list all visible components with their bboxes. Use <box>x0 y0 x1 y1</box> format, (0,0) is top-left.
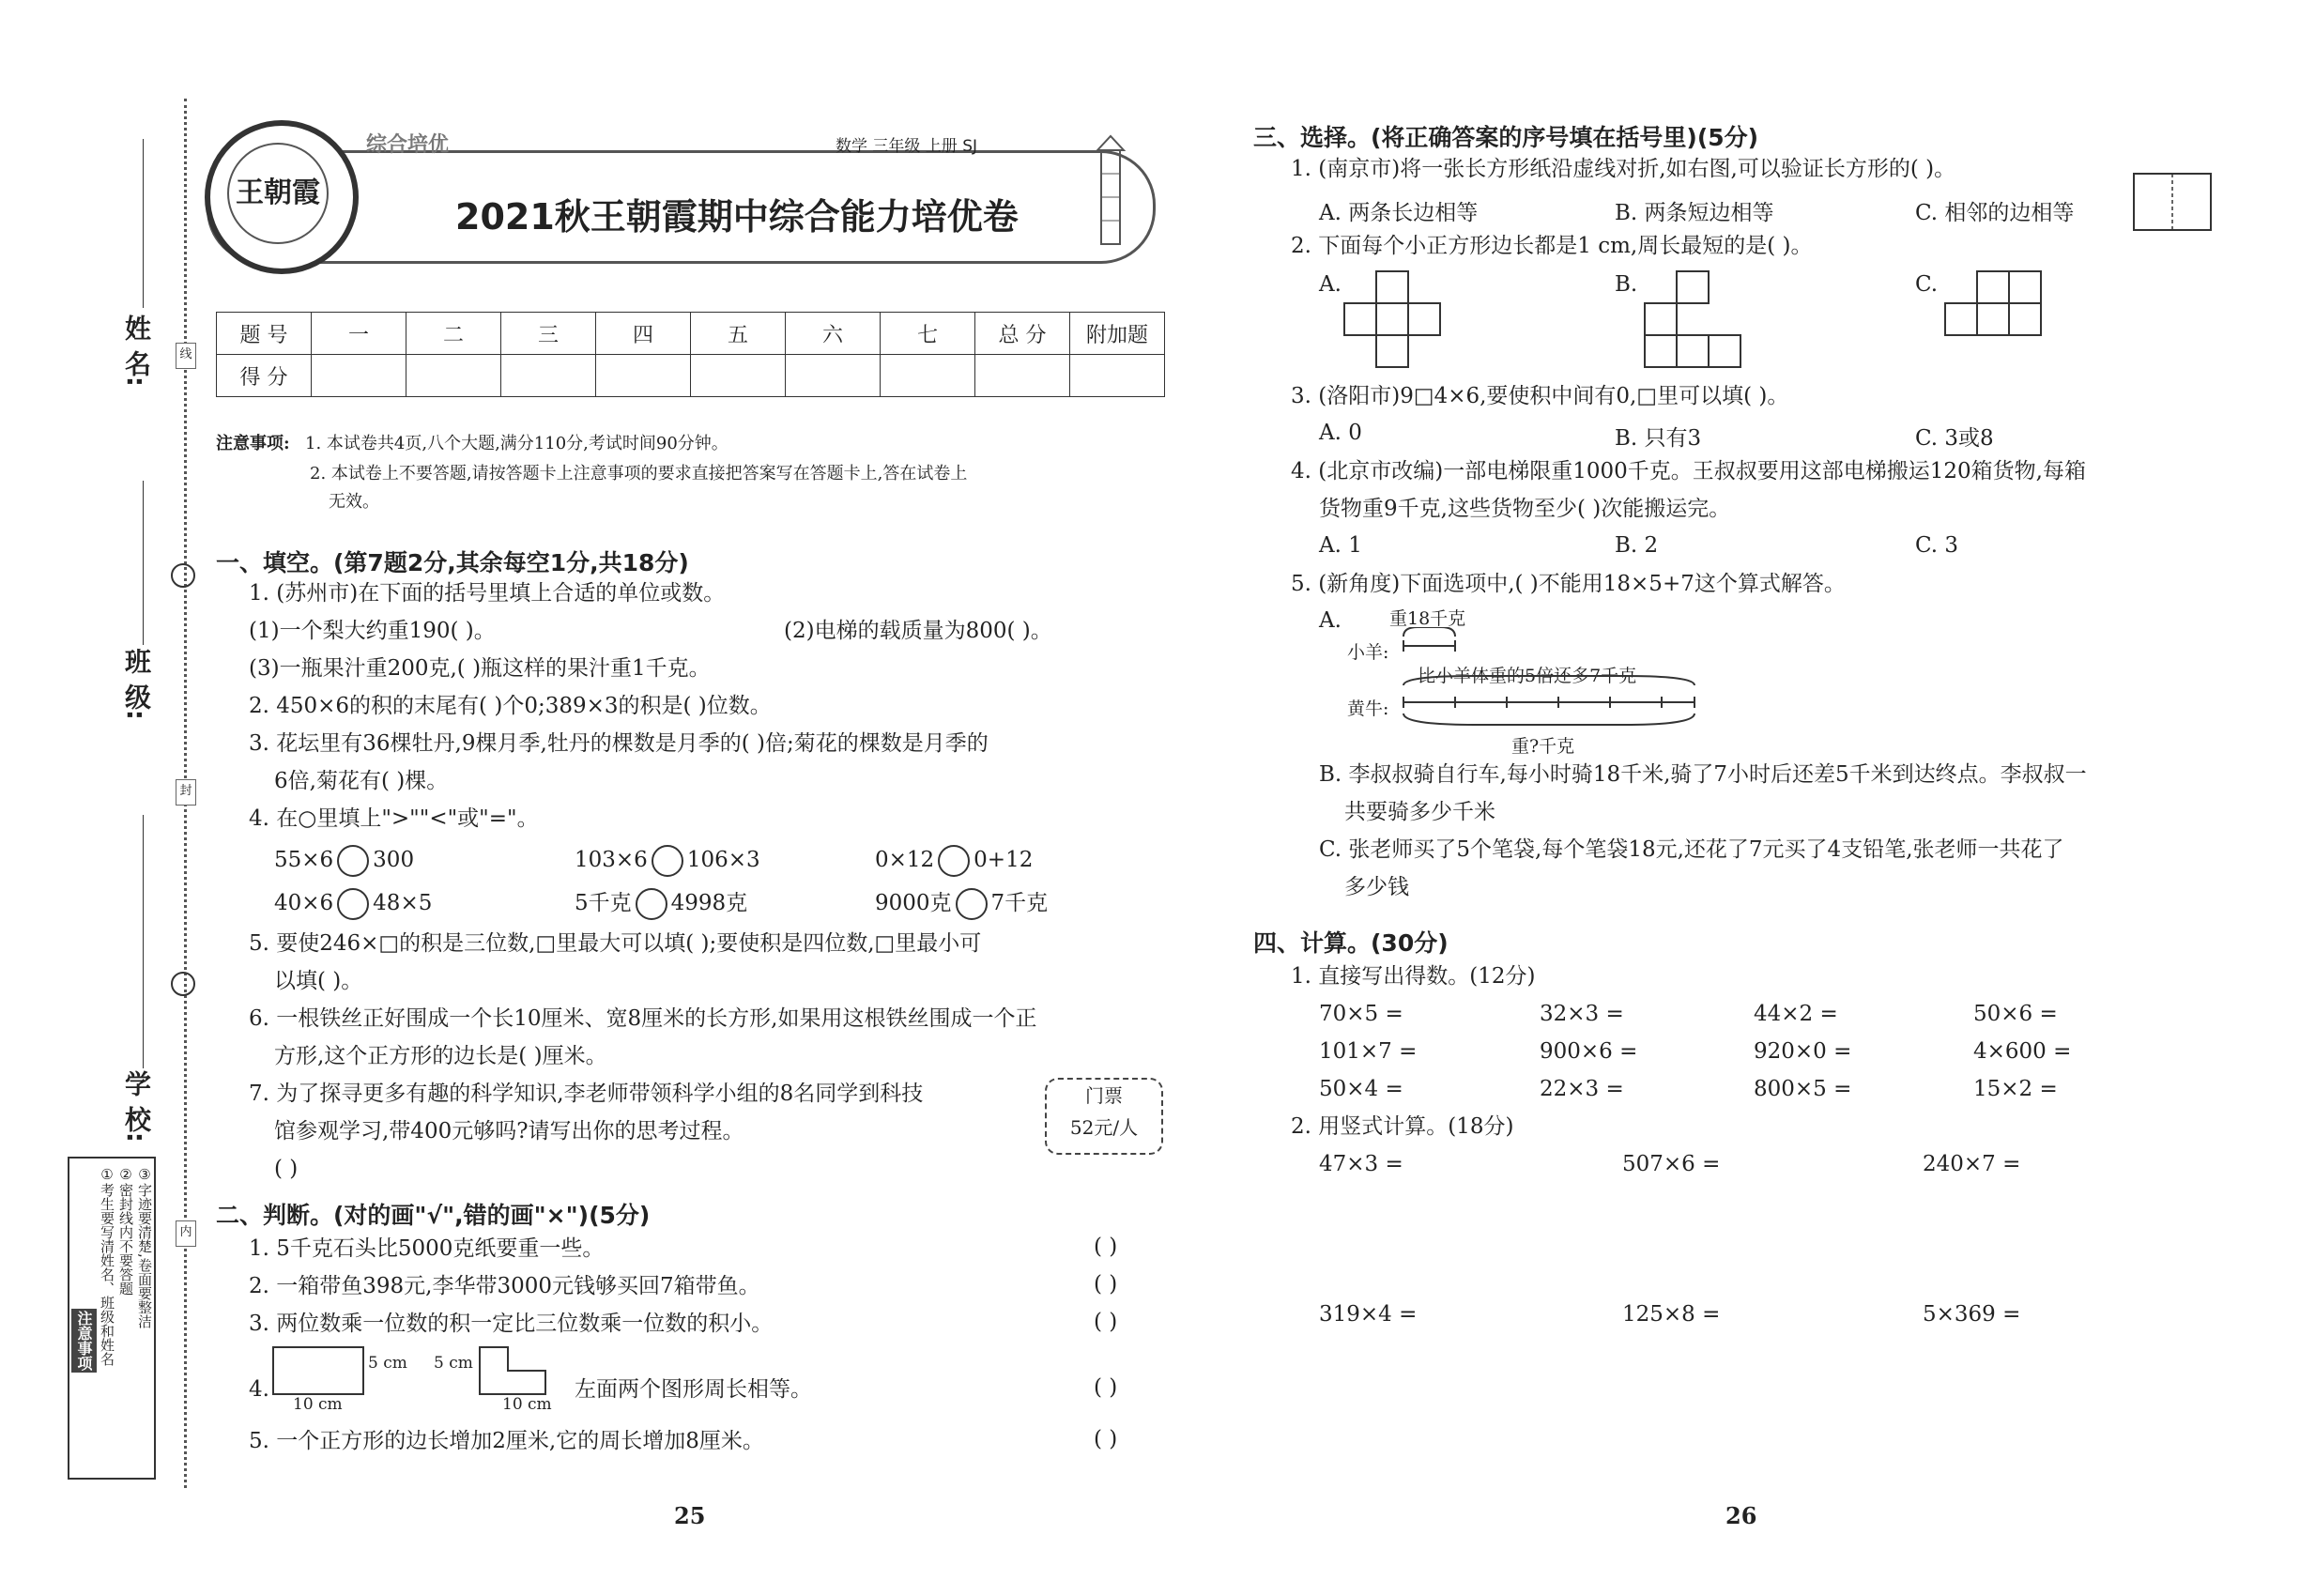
judge-item-3: 3. 两位数乘一位数的积一定比三位数乘一位数的积小。 <box>249 1312 774 1336</box>
page-number-right: 26 <box>1725 1502 1757 1529</box>
sec1-q5b: 以填( )。 <box>274 969 363 993</box>
school-label: 学 校: <box>121 1070 152 1143</box>
sec3-q4b: 货物重9千克,这些货物至少( )次能搬运完。 <box>1319 497 1731 521</box>
ticket-box <box>1045 1078 1163 1155</box>
diagram-cow-label: 黄牛: <box>1347 698 1389 719</box>
diagram-sheep-label: 小羊: <box>1347 642 1389 663</box>
sec3-q4-c: C. 3 <box>1915 533 1959 558</box>
vertical-item[interactable]: 5×369 = <box>1923 1302 2021 1327</box>
note-3: ③字迹要清楚,卷面要整洁 <box>136 1166 153 1328</box>
score-cell[interactable] <box>312 355 406 397</box>
compare-right: 106×3 <box>686 848 760 872</box>
header-subject: 数学 三年级 上册 SJ <box>836 137 978 156</box>
logo <box>205 120 359 274</box>
class-line <box>143 481 144 645</box>
score-cell[interactable] <box>881 355 975 397</box>
sec3-q1-b: B. 两条短边相等 <box>1615 201 1774 225</box>
score-head: 总 分 <box>975 313 1070 355</box>
note-2: ②密封线内不要答题 <box>117 1166 134 1296</box>
score-head: 七 <box>881 313 975 355</box>
score-cell[interactable] <box>691 355 786 397</box>
sec1-q1a: (1)一个梨大约重190( )。 <box>249 619 496 643</box>
ticket-price: 52元/人 <box>1069 1116 1139 1139</box>
oral-item[interactable]: 920×0 = <box>1754 1039 1852 1064</box>
vertical-item[interactable]: 240×7 = <box>1923 1152 2021 1176</box>
score-cell[interactable] <box>406 355 501 397</box>
sec3-q1-c: C. 相邻的边相等 <box>1915 201 2075 225</box>
oral-item[interactable]: 50×4 = <box>1319 1077 1403 1101</box>
compare-left: 55×6 <box>274 848 334 872</box>
compare-right: 7千克 <box>990 891 1049 915</box>
compare-6 <box>875 888 1048 920</box>
compare-3 <box>875 845 1033 877</box>
sec1-q1: 1. (苏州市)在下面的括号里填上合适的单位或数。 <box>249 581 726 606</box>
score-cell[interactable] <box>596 355 691 397</box>
mark-line: 线 <box>176 343 196 369</box>
sec1-q1c: (3)一瓶果汁重200克,( )瓶这样的果汁重1千克。 <box>249 656 711 681</box>
sec3-q1-a: A. 两条长边相等 <box>1319 201 1479 225</box>
compare-left: 5千克 <box>575 891 632 915</box>
vertical-item[interactable]: 125×8 = <box>1622 1302 1721 1327</box>
score-cell[interactable] <box>501 355 596 397</box>
sec1-q3a: 3. 花坛里有36棵牡丹,9棵月季,牡丹的棵数是月季的( )倍;菊花的棵数是月季的 <box>249 731 989 756</box>
compare-circle[interactable] <box>337 845 369 877</box>
score-table <box>216 312 1165 397</box>
folded-rectangle-figure <box>2131 171 2216 235</box>
score-head: 六 <box>786 313 881 355</box>
notice-label: 注意事项: <box>216 434 290 453</box>
compare-right: 4998克 <box>670 891 748 915</box>
oral-item[interactable]: 15×2 = <box>1973 1077 2058 1101</box>
vertical-item[interactable]: 507×6 = <box>1622 1152 1721 1176</box>
sec3-q2-b: B. <box>1615 272 1638 297</box>
oral-item[interactable]: 4×600 = <box>1973 1039 2072 1064</box>
notice-2a: 2. 本试卷上不要答题,请按答题卡上注意事项的要求直接把答案写在答题卡上,答在试卷上 <box>310 464 968 483</box>
sec3-q4-a: A. 1 <box>1319 533 1362 558</box>
score-head: 三 <box>501 313 596 355</box>
oral-item[interactable]: 101×7 = <box>1319 1039 1418 1064</box>
sec1-q2: 2. 450×6的积的末尾有( )个0;389×3的积是( )位数。 <box>249 694 772 718</box>
judge-answer-3[interactable]: ( ) <box>1094 1310 1118 1334</box>
lighthouse-icon <box>1084 131 1136 253</box>
score-cell[interactable] <box>786 355 881 397</box>
header-tag: 综合培优 <box>366 133 450 157</box>
oral-item[interactable]: 32×3 = <box>1540 1002 1624 1026</box>
diagram-note: 比小羊体重的5倍还多7千克 <box>1418 666 1637 686</box>
diagram-question: 重?千克 <box>1511 736 1575 757</box>
sec3-q3-a: A. 0 <box>1319 421 1362 445</box>
sec1-q7a: 7. 为了探寻更多有趣的科学知识,李老师带领科学小组的8名同学到科技 <box>249 1082 924 1106</box>
judge-item-4-text: 左面两个图形周长相等。 <box>575 1377 812 1402</box>
sec4-title: 四、计算。(30分) <box>1253 929 1449 957</box>
notice-1: 1. 本试卷共4页,八个大题,满分110分,考试时间90分钟。 <box>305 434 728 453</box>
sec1-q1b: (2)电梯的载质量为800( )。 <box>784 619 1052 643</box>
name-line <box>143 139 144 308</box>
name-label: 姓 名: <box>121 315 152 387</box>
sec1-q7-answer[interactable]: ( ) <box>274 1157 299 1181</box>
judge-item-2: 2. 一箱带鱼398元,李华带3000元钱够买回7箱带鱼。 <box>249 1274 760 1298</box>
page-number-left: 25 <box>674 1502 706 1529</box>
fig2-width: 10 cm <box>502 1395 552 1414</box>
shape-b-figure <box>1643 269 1746 373</box>
sec3-q2: 2. 下面每个小正方形边长都是1 cm,周长最短的是( )。 <box>1291 234 1813 258</box>
compare-1 <box>274 845 414 877</box>
score-cell[interactable] <box>975 355 1070 397</box>
hole-icon <box>171 972 195 996</box>
fig2-height: 5 cm <box>434 1354 473 1373</box>
compare-circle[interactable] <box>956 888 988 920</box>
sec1-q4: 4. 在○里填上">""<"或"="。 <box>249 806 539 831</box>
fig1-width: 10 cm <box>293 1395 343 1414</box>
fig1-height: 5 cm <box>368 1354 407 1373</box>
compare-left: 9000克 <box>875 891 952 915</box>
judge-answer-4[interactable]: ( ) <box>1094 1375 1118 1400</box>
shape-c-figure <box>1943 269 2047 345</box>
sec1-q7b: 馆参观学习,带400元够吗?请写出你的思考过程。 <box>274 1119 744 1143</box>
page-title: 2021秋王朝霞期中综合能力培优卷 <box>455 196 1019 238</box>
sec3-q5: 5. (新角度)下面选项中,( )不能用18×5+7这个算式解答。 <box>1291 572 1846 596</box>
compare-circle[interactable] <box>337 888 369 920</box>
sec3-q5-a: A. <box>1319 608 1342 633</box>
oral-item[interactable]: 50×6 = <box>1973 1002 2058 1026</box>
sec1-title: 一、填空。(第7题2分,其余每空1分,共18分) <box>216 549 689 576</box>
judge-answer-2[interactable]: ( ) <box>1094 1272 1118 1297</box>
sec3-q4-b: B. 2 <box>1615 533 1659 558</box>
sec1-q3b: 6倍,菊花有( )棵。 <box>274 769 449 793</box>
mark-inner: 内 <box>176 1220 196 1247</box>
sec3-q3: 3. (洛阳市)9□4×6,要使积中间有0,□里可以填( )。 <box>1291 384 1789 408</box>
line-diagram <box>1399 627 1709 730</box>
judge-answer-5[interactable]: ( ) <box>1094 1427 1118 1451</box>
score-head: 附加题 <box>1070 313 1165 355</box>
compare-right: 0+12 <box>974 848 1034 872</box>
sec1-q6a: 6. 一根铁丝正好围成一个长10厘米、宽8厘米的长方形,如果用这根铁丝围成一个正 <box>249 1006 1037 1031</box>
compare-left: 103×6 <box>575 848 648 872</box>
sec2-title: 二、判断。(对的画"√",错的画"×")(5分) <box>216 1202 651 1229</box>
compare-circle[interactable] <box>938 845 970 877</box>
ticket-title: 门票 <box>1085 1084 1123 1107</box>
score-head: 题 号 <box>217 313 312 355</box>
compare-5 <box>575 888 747 920</box>
score-row-label: 得 分 <box>217 355 312 397</box>
compare-left: 40×6 <box>274 891 334 915</box>
note-1: ①考生要写清姓名、班级和姓名 <box>99 1166 115 1366</box>
sec3-q5-b2: 共要骑多少千米 <box>1344 800 1495 824</box>
sec4-p2: 2. 用竖式计算。(18分) <box>1291 1114 1514 1139</box>
shape-a-figure <box>1342 269 1446 373</box>
diagram-sheep-weight: 重18千克 <box>1389 608 1466 629</box>
sec1-q6b: 方形,这个正方形的边长是( )厘米。 <box>274 1044 607 1068</box>
score-head: 四 <box>596 313 691 355</box>
notes-title: 注意事项 <box>71 1309 97 1373</box>
sec4-p1: 1. 直接写出得数。(12分) <box>1291 964 1536 989</box>
judge-item-1: 1. 5千克石头比5000克纸要重一些。 <box>249 1236 605 1261</box>
oral-item[interactable]: 900×6 = <box>1540 1039 1638 1064</box>
oral-item[interactable]: 44×2 = <box>1754 1002 1838 1026</box>
sec3-title: 三、选择。(将正确答案的序号填在括号里)(5分) <box>1253 124 1759 151</box>
score-cell[interactable] <box>1070 355 1165 397</box>
sec3-q3-b: B. 只有3 <box>1615 426 1702 451</box>
compare-left: 0×12 <box>875 848 935 872</box>
sec3-q4a: 4. (北京市改编)一部电梯限重1000千克。王叔叔要用这部电梯搬运120箱货物,每箱 <box>1291 459 2086 483</box>
sec3-q5-b1: B. 李叔叔骑自行车,每小时骑18千米,骑了7小时后还差5千米到达终点。李叔叔一 <box>1319 762 2087 787</box>
score-head: 二 <box>406 313 501 355</box>
sec3-q3-c: C. 3或8 <box>1915 426 1994 451</box>
oral-item[interactable]: 70×5 = <box>1319 1002 1403 1026</box>
vertical-item[interactable]: 47×3 = <box>1319 1152 1403 1176</box>
score-head: 五 <box>691 313 786 355</box>
score-head: 一 <box>312 313 406 355</box>
judge-item-4: 4. <box>249 1377 269 1402</box>
compare-circle[interactable] <box>636 888 667 920</box>
sec3-q5-c1: C. 张老师买了5个笔袋,每个笔袋18元,还花了7元买了4支铅笔,张老师一共花了 <box>1319 837 2064 862</box>
oral-item[interactable]: 800×5 = <box>1754 1077 1852 1101</box>
sec3-q1: 1. (南京市)将一张长方形纸沿虚线对折,如右图,可以验证长方形的( )。 <box>1291 157 1956 181</box>
judge-answer-1[interactable]: ( ) <box>1094 1235 1118 1259</box>
compare-circle[interactable] <box>652 845 683 877</box>
compare-2 <box>575 845 760 877</box>
compare-4 <box>274 888 432 920</box>
sec1-q5a: 5. 要使246×□的积是三位数,□里最大可以填( );要使积是四位数,□里最小可 <box>249 931 982 956</box>
sec3-q2-a: A. <box>1319 272 1342 297</box>
notice-2b: 无效。 <box>329 492 379 512</box>
logo-text: 王朝霞 <box>227 143 329 244</box>
vertical-item[interactable]: 319×4 = <box>1319 1302 1418 1327</box>
class-label: 班 级: <box>121 648 152 720</box>
sec3-q2-c: C. <box>1915 272 1939 297</box>
sec3-q5-c2: 多少钱 <box>1344 875 1409 899</box>
compare-right: 300 <box>373 848 415 872</box>
compare-right: 48×5 <box>373 891 433 915</box>
mark-seal: 封 <box>176 779 196 806</box>
oral-item[interactable]: 22×3 = <box>1540 1077 1624 1101</box>
hole-icon <box>171 563 195 588</box>
notes-box <box>68 1157 156 1480</box>
judge-item-5: 5. 一个正方形的边长增加2厘米,它的周长增加8厘米。 <box>249 1429 764 1453</box>
school-line <box>143 815 144 1068</box>
